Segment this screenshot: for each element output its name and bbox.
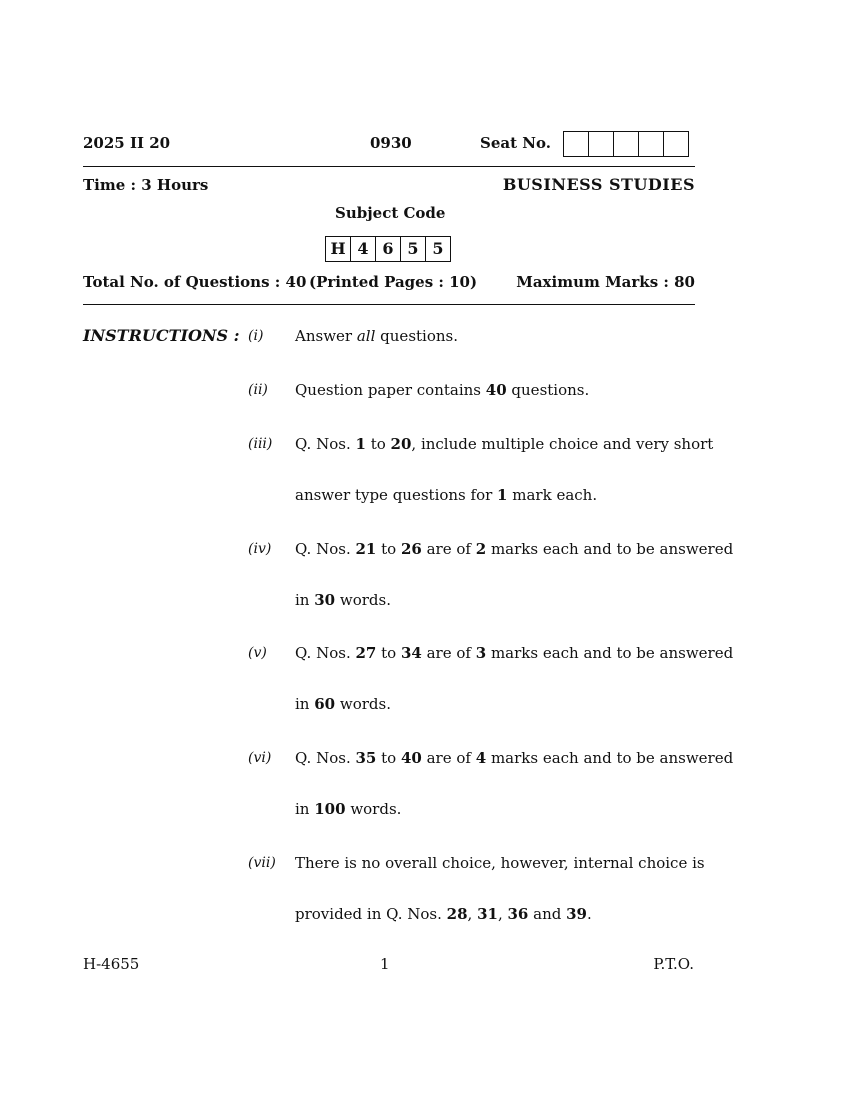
exam-code: 2025 II 20 — [83, 134, 171, 152]
instruction-text-run: to — [376, 540, 401, 558]
seat-number-boxes[interactable] — [563, 131, 689, 157]
subject-code-digit: H — [326, 237, 351, 261]
instruction-text-run: , — [497, 905, 508, 923]
instruction-line — [295, 905, 695, 923]
instruction-number: (vi) — [248, 750, 272, 766]
instruction-text-run: to — [365, 435, 391, 453]
instruction-number: (i) — [248, 328, 264, 344]
footer-page-number: 1 — [380, 955, 390, 973]
instruction-text-run: 60 — [314, 695, 336, 713]
instruction-text-run: Question paper contains — [295, 381, 486, 399]
instruction-line — [295, 800, 695, 818]
instruction-text-run: 40 — [485, 381, 507, 399]
instruction-text-run: in — [295, 591, 315, 609]
instruction-text-run: 4 — [475, 749, 487, 767]
instruction-text-run: 1 — [497, 486, 508, 504]
header-divider-top — [83, 166, 695, 167]
instruction-text-run: 30 — [314, 591, 336, 609]
instruction-text-run: mark each. — [507, 486, 598, 504]
instruction-text-run: 35 — [355, 749, 377, 767]
instruction-line — [295, 435, 714, 453]
header-divider-bottom — [83, 304, 695, 305]
seat-number-box[interactable] — [564, 132, 589, 156]
seat-number-box[interactable] — [639, 132, 664, 156]
instruction-line — [295, 749, 734, 767]
seat-number-box[interactable] — [664, 132, 688, 156]
instruction-text-run: 28 — [446, 905, 468, 923]
instruction-text-run: questions. — [375, 327, 458, 345]
instruction-text-run: marks each and to be answered — [486, 749, 734, 767]
subject-code-label: Subject Code — [335, 204, 446, 222]
instruction-text-run: 34 — [400, 644, 422, 662]
seat-number-box[interactable] — [589, 132, 614, 156]
instruction-line — [295, 327, 695, 345]
instruction-text-run: questions. — [506, 381, 590, 399]
instruction-line — [295, 540, 734, 558]
instruction-text-run: are of — [421, 540, 476, 558]
footer-pto: P.T.O. — [653, 955, 694, 973]
instruction-line — [295, 591, 695, 609]
instruction-number: (vii) — [248, 855, 276, 871]
instruction-line — [295, 381, 695, 399]
instruction-text-run: Q. Nos. — [295, 644, 356, 662]
instruction-text-run: words. — [345, 800, 402, 818]
instruction-text-run: all — [356, 327, 376, 345]
instruction-text-run: 1 — [355, 435, 366, 453]
instruction-text-run: and — [528, 905, 567, 923]
instruction-text-run: marks each and to be answered — [486, 644, 734, 662]
instruction-text-run: marks each and to be answered — [486, 540, 734, 558]
instruction-text-run: 39 — [566, 905, 587, 923]
subject-code-digit: 5 — [401, 237, 426, 261]
time-label: Time : 3 Hours — [83, 176, 209, 194]
seat-label: Seat No. — [480, 134, 551, 152]
instruction-text-run: Q. Nos. — [295, 540, 356, 558]
instruction-text-run: answer type questions for — [295, 486, 498, 504]
instruction-text-run: 26 — [400, 540, 422, 558]
instruction-text-run: to — [376, 644, 401, 662]
instruction-text-run: provided in Q. Nos. — [295, 905, 447, 923]
instruction-text-run: 20 — [390, 435, 412, 453]
subject-code-digit: 6 — [376, 237, 401, 261]
instruction-number: (iv) — [248, 541, 272, 557]
paper-code: 0930 — [370, 134, 412, 152]
instruction-text-run: , include multiple choice and very short — [411, 435, 714, 453]
subject-code-boxes — [325, 236, 451, 262]
instruction-text-run: . — [586, 905, 592, 923]
instruction-text-run: 27 — [355, 644, 377, 662]
instruction-text-run: Q. Nos. — [295, 749, 356, 767]
subject-code-digit: 5 — [432, 239, 444, 258]
total-questions: Total No. of Questions : 40 — [83, 273, 307, 291]
instructions-heading: INSTRUCTIONS : — [83, 326, 240, 345]
instruction-line — [295, 854, 705, 872]
instruction-number: (ii) — [248, 382, 268, 398]
instruction-text-run: 21 — [355, 540, 377, 558]
instruction-text-run: 3 — [475, 644, 487, 662]
subject-title: BUSINESS STUDIES — [502, 175, 695, 194]
instruction-line — [295, 644, 734, 662]
instruction-text-run: There is no overall choice, however, internal choice is — [295, 854, 705, 872]
instruction-text-run: Q. Nos. — [295, 435, 356, 453]
instruction-number: (v) — [248, 645, 267, 661]
instruction-text-run: 40 — [400, 749, 422, 767]
instruction-text-run: words. — [335, 591, 391, 609]
instruction-text-run: words. — [335, 695, 391, 713]
instruction-text-run: are of — [421, 749, 476, 767]
instruction-text-run: 31 — [477, 905, 498, 923]
seat-number-box[interactable] — [614, 132, 639, 156]
instruction-text-run: 100 — [314, 800, 346, 818]
subject-code-digit: 4 — [351, 237, 376, 261]
instruction-text-run: , — [467, 905, 478, 923]
footer-paper-id: H-4655 — [83, 955, 140, 973]
instruction-text-run: to — [376, 749, 401, 767]
instruction-text-run: 36 — [507, 905, 529, 923]
printed-pages: (Printed Pages : 10) — [309, 273, 478, 291]
maximum-marks: Maximum Marks : 80 — [516, 273, 695, 291]
instruction-number: (iii) — [248, 436, 273, 452]
instruction-text-run: in — [295, 800, 315, 818]
instruction-line — [295, 486, 695, 504]
instruction-text-run: Answer — [295, 327, 357, 345]
instruction-text-run: 2 — [475, 540, 487, 558]
instruction-text-run: in — [295, 695, 315, 713]
instruction-line — [295, 695, 695, 713]
instruction-text-run: are of — [421, 644, 476, 662]
